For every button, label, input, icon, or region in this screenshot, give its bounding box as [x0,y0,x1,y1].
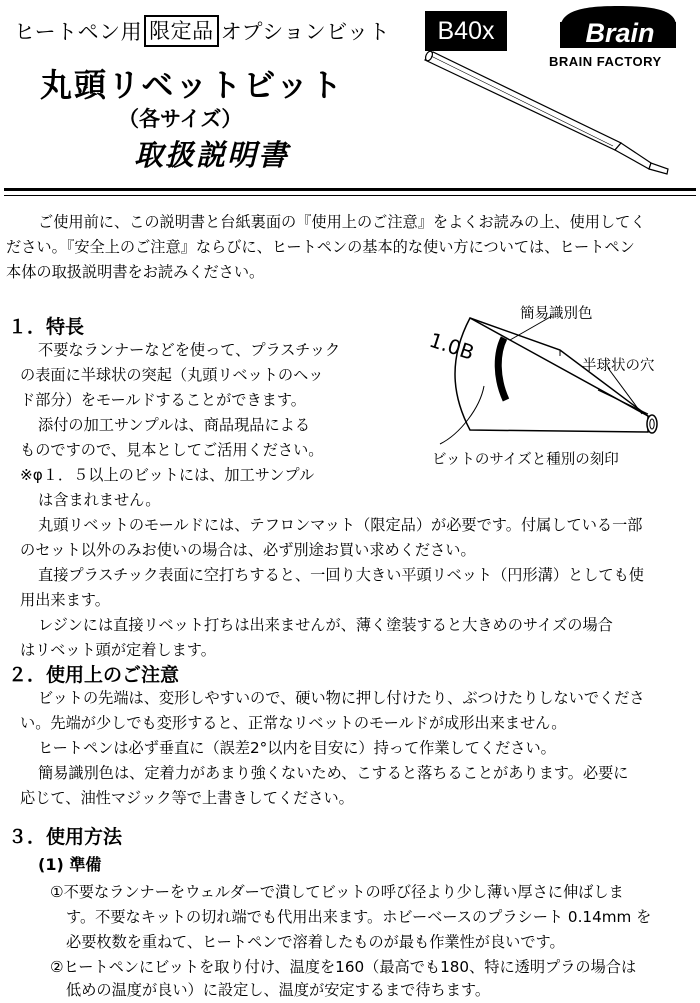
section-heading-features: １．特長 [8,316,85,338]
precaution-line-2: い。先端が少しでも変形すると、正常なリベットのモールドが成形出来ません。 [20,714,567,732]
bit-body [455,318,648,432]
feature-line-12: レジンには直接リベット打ちは出来ませんが、薄く塗装すると大きめのサイズの場合 [38,616,613,634]
intro-line-3: 本体の取扱説明書をお読みください。 [6,263,265,281]
label-hole: 半球状の穴 [582,358,655,374]
feature-line-13: はリベット頭が定着します。 [20,641,216,659]
product-code-badge: B40x [425,11,507,51]
usage-line-1: ①不要なランナーをウェルダーで潰してビットの呼び径より少し薄い厚さに伸ばしま [50,883,624,901]
usage-line-3: 必要枚数を重ねて、ヒートペンで溶着したものが最も作業性が良いです。 [66,933,565,951]
brand-logo-text: Brain [585,18,655,48]
header-divider-thick [4,188,696,191]
size-note: （各サイズ） [118,107,243,131]
label-color-band: 簡易識別色 [520,306,593,322]
intro-line-2: ださい。『安全上のご注意』ならびに、ヒートペンの基本的な使い方については、ヒートペン [6,238,635,256]
precaution-line-1: ビットの先端は、変形しやすいので、硬い物に押し付けたり、ぶつけたりしないでくださ [38,689,645,707]
bit-size-engraving: 1.0B [426,327,478,365]
precaution-line-4: 簡易識別色は、定着力があまり強くないため、こすると落ちることがあります。必要に [38,764,629,782]
manual-title: 取扱説明書 [134,138,290,172]
intro-line-1: ご使用前に、この説明書と台紙裏面の『使用上のご注意』をよくお読みの上、使用してく [38,213,646,231]
product-subtitle [14,14,390,48]
feature-line-4: 添付の加工サンプルは、商品現品による [38,416,311,434]
usage-line-4: ②ヒートペンにビットを取り付け、温度を160（最高でも180、特に透明プラの場合は [50,958,637,976]
header-divider-thin [4,195,696,196]
feature-line-5: ものですので、見本としてご活用ください。 [20,441,324,459]
brand-logo [556,4,680,50]
brand-name: BRAIN FACTORY [549,54,662,69]
bit-illustration [415,48,685,183]
feature-line-2: の表面に半球状の突起（丸頭リベットのヘッ [20,366,324,384]
feature-line-8: 丸頭リベットのモールドには、テフロンマット（限定品）が必要です。付属している一部 [38,516,643,534]
feature-line-10: 直接プラスチック表面に空打ちすると、一回り大きい平頭リベット（円形溝）としても使 [38,566,644,584]
precaution-line-3: ヒートペンは必ず垂直に（誤差2°以内を目安に）持って作業してください。 [38,739,556,757]
hole-inner [650,419,654,429]
subsection-heading-preparation: (1) 準備 [38,855,102,874]
section-heading-usage: ３．使用方法 [8,826,123,848]
label-engraving: ビットのサイズと種別の刻印 [432,452,619,468]
usage-line-5: 低めの温度が良い）に設定し、温度が安定するまで待ちます。 [66,981,491,999]
subtitle-pre: ヒートペン用 [14,20,143,44]
feature-line-7: は含まれません。 [38,491,161,509]
section-heading-precautions: ２．使用上のご注意 [8,664,180,686]
feature-line-6: ※φ１．５以上のビットには、加工サンプル [20,466,315,484]
page-title: 丸頭リベットビット [40,66,345,104]
bit-highlight [431,56,613,146]
feature-line-11: 用出来ます。 [20,591,110,609]
precaution-line-5: 応じて、油性マジック等で上書きしてください。 [20,789,354,807]
usage-line-2: す。不要なキットの切れ端でも代用出来ます。ホビーベースのプラシート 0.14mm を [66,908,652,926]
bit-tip [649,163,668,174]
bit-taper [615,143,651,169]
feature-line-1: 不要なランナーなどを使って、プラスチック [38,341,341,359]
limited-edition-label: 限定品 [144,15,219,47]
feature-line-9: のセット以外のみお使いの場合は、必ず別途お買い求めください。 [20,541,476,559]
subtitle-post: オプションビット [220,20,390,44]
feature-line-3: ド部分）をモールドすることができます。 [20,391,306,409]
